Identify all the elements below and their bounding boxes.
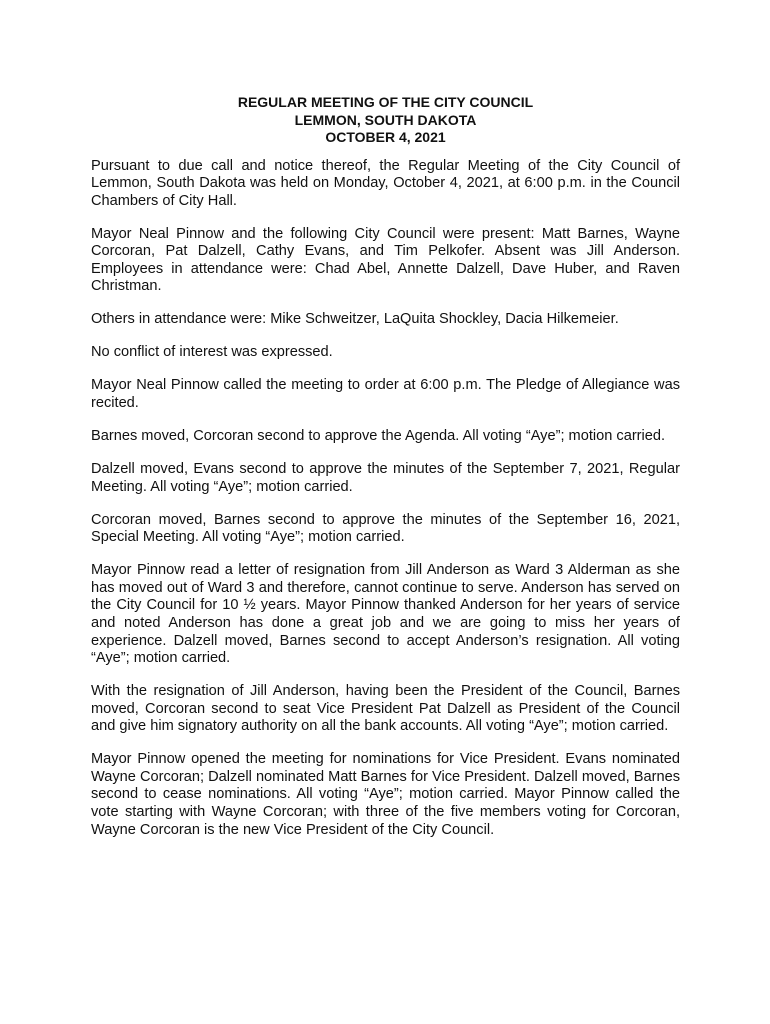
heading-date: OCTOBER 4, 2021	[325, 129, 446, 145]
paragraph-call-to-order: Mayor Neal Pinnow called the meeting to order at 6:00 p.m. The Pledge of Allegiance was recited.	[91, 377, 680, 411]
heading-title: REGULAR MEETING OF THE CITY COUNCIL	[237, 94, 534, 110]
paragraph-resignation: Mayor Pinnow read a letter of resignation from Jill Anderson as Ward 3 Alderman as she has moved out of Ward 3 and therefore, cannot continue to serve. Anderson has served on the City Council for 10 ½ years. Mayor Pinnow thanked Anderson for her years of service and noted Anderson has done a great job and we are going to miss her years of experience. Dalzell moved, Barnes second to accept Anderson’s resignation. All voting “Aye”; motion carried.	[91, 562, 680, 667]
paragraph-president-seating: With the resignation of Jill Anderson, having been the President of the Council, Barnes moved, Corcoran second to seat Vice President Pat Dalzell as President of the Council and give him signatory authority on all the bank accounts. All voting “Aye”; motion carried.	[91, 683, 680, 735]
paragraph-others-attendance: Others in attendance were: Mike Schweitzer, LaQuita Shockley, Dacia Hilkemeier.	[91, 311, 619, 328]
document-page	[91, 94, 680, 855]
paragraph-conflict-of-interest: No conflict of interest was expressed.	[91, 344, 333, 361]
paragraph-special-minutes-motion: Corcoran moved, Barnes second to approve the minutes of the September 16, 2021, Special Meeting. All voting “Aye”; motion carried.	[91, 511, 680, 546]
paragraph-call-to-meeting: Pursuant to due call and notice thereof, the Regular Meeting of the City Council of Lemmon, South Dakota was held on Monday, October 4, 2021, at 6:00 p.m. in the Council Chambers of City Hall.	[91, 157, 680, 209]
paragraph-regular-minutes-motion: Dalzell moved, Evans second to approve the minutes of the September 7, 2021, Regular Meeting. All voting “Aye”; motion carried.	[91, 460, 680, 495]
heading-location: LEMMON, SOUTH DAKOTA	[294, 111, 477, 128]
paragraph-agenda-motion: Barnes moved, Corcoran second to approve the Agenda. All voting “Aye”; motion carried.	[91, 427, 666, 444]
paragraph-vice-president-nominations: Mayor Pinnow opened the meeting for nominations for Vice President. Evans nominated Wayne Corcoran; Dalzell nominated Matt Barnes for Vice President. Dalzell moved, Barnes second to cease nominations. All voting “Aye”; motion carried. Mayor Pinnow called the vote starting with Wayne Corcoran; with three of the five members voting for Corcoran, Wayne Corcoran is the new Vice President of the City Council.	[91, 751, 680, 838]
document-heading	[91, 94, 680, 147]
paragraph-attendance: Mayor Neal Pinnow and the following City Council were present: Matt Barnes, Wayne Corcoran, Pat Dalzell, Cathy Evans, and Tim Pelkofer. Absent was Jill Anderson. Employees in attendance were: Chad Abel, Annette Dalzell, Dave Huber, and Raven Christman.	[91, 225, 680, 295]
